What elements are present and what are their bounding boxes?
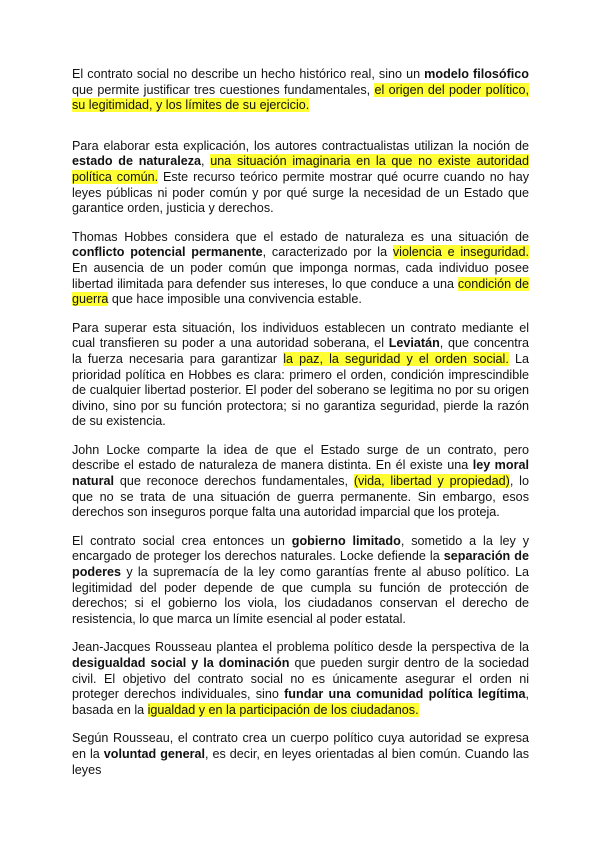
highlighted-text: el origen del poder político, su legitimidad, y los límites de su ejercicio. [72, 82, 529, 113]
paragraph-rousseau [72, 640, 529, 718]
text-segment: Este recurso teórico permite mostrar qué ocurre cuando no hay leyes públicas ni poder común y por qué surge la necesidad de un Estado que garantice orden, justicia y derechos. [72, 169, 529, 216]
paragraph-hobbes [72, 230, 529, 308]
text-segment: , sometido a la ley y encargado de proteger los derechos naturales. Locke defiende la [72, 533, 529, 564]
text-segment: En ausencia de un poder común que imponga normas, cada individuo posee libertad ilimitada para defender sus intereses, lo que conduce a una [72, 260, 529, 291]
bold-term: voluntad general [103, 746, 206, 761]
text-segment: que hace imposible una convivencia estable. [108, 292, 362, 307]
highlighted-text: igualdad y en la participación de los ciudadanos. [147, 702, 419, 717]
text-segment: que permite justificar tres cuestiones fundamentales, [72, 82, 375, 97]
text-segment: que reconoce derechos fundamentales, [114, 474, 354, 489]
paragraph-locke [72, 443, 529, 521]
text-segment: , lo que no se trata de una situación de guerra permanente. Sin embargo, esos derechos son inseguros porque falta una autoridad imparcial que los proteja. [72, 474, 529, 520]
paragraph-leviatan [72, 321, 529, 430]
text-segment: John Locke comparte la idea de que el Estado surge de un contrato, pero describe el estado de naturaleza de manera distinta. En él existe una [72, 442, 529, 473]
text-segment: , es decir, en leyes orientadas al bien común. Cuando las leyes [72, 746, 529, 777]
text-segment: , que concentra la fuerza necesaria para garantizar [72, 336, 529, 366]
text-segment: , basada en la [72, 687, 529, 717]
highlighted-text: la paz, la seguridad y el orden social. [283, 351, 509, 366]
text-segment: , caracterizado por la [262, 245, 393, 260]
paragraph-gobierno-limitado [72, 534, 529, 628]
bold-term: ley moral natural [72, 458, 529, 489]
highlighted-text: condición de guerra [72, 276, 530, 307]
bold-term: desigualdad social y la dominación [72, 656, 290, 670]
text-segment: El contrato social no describe un hecho histórico real, sino un [72, 67, 425, 81]
text-segment: Jean-Jacques Rousseau plantea el problema político desde la perspectiva de la [72, 640, 529, 655]
bold-term: modelo filosófico [424, 67, 529, 81]
text-segment: El contrato social crea entonces un [72, 533, 292, 548]
bold-term: gobierno limitado [291, 533, 401, 548]
paragraph-estado-naturaleza [72, 139, 529, 217]
bold-term: estado de naturaleza [72, 154, 202, 169]
document-page [72, 67, 529, 791]
highlighted-text: una situación imaginaria en la que no existe autoridad política común. [72, 154, 529, 184]
text-segment: y la supremacía de la ley como garantías frente al abuso político. La legitimidad del poder depende de que cumpla su función de protección de derechos; si el gobierno los viola, los ciudadanos conservan el derecho de resistencia, lo que marca un límite esencial al poder estatal. [72, 565, 529, 626]
bold-term: conflicto potencial permanente [72, 245, 263, 260]
paragraph-voluntad-general [72, 731, 529, 778]
highlighted-text: violencia e inseguridad. [392, 245, 529, 260]
text-segment: que pueden surgir dentro de la sociedad civil. El objetivo del contrato social no es únicamente asegurar el orden ni proteger derechos individuales, sino [72, 656, 529, 702]
bold-term: separación de poderes [72, 549, 529, 580]
paragraph-intro [72, 67, 529, 114]
text-segment: Según Rousseau, el contrato crea un cuerpo político cuya autoridad se expresa en la [72, 731, 529, 761]
highlighted-text: (vida, libertad y propiedad) [353, 474, 510, 489]
text-segment: La prioridad política en Hobbes es clara: primero el orden, condición imprescindible de cualquier libertad posterior. El poder del soberano se legitima no por su origen divino, sino por su función protectora; si no garantiza seguridad, pierde la razón de su existencia. [72, 351, 529, 429]
text-segment: , [201, 154, 211, 169]
text-segment: Para elaborar esta explicación, los autores contractualistas utilizan la noción de [72, 138, 529, 153]
text-segment: Thomas Hobbes considera que el estado de naturaleza es una situación de [72, 229, 529, 244]
bold-term: Leviatán [388, 336, 440, 351]
text-segment: Para superar esta situación, los individuos establecen un contrato mediante el cual transfieren su poder a una autoridad soberana, el [72, 320, 529, 351]
bold-term: fundar una comunidad política legítima [284, 687, 526, 702]
